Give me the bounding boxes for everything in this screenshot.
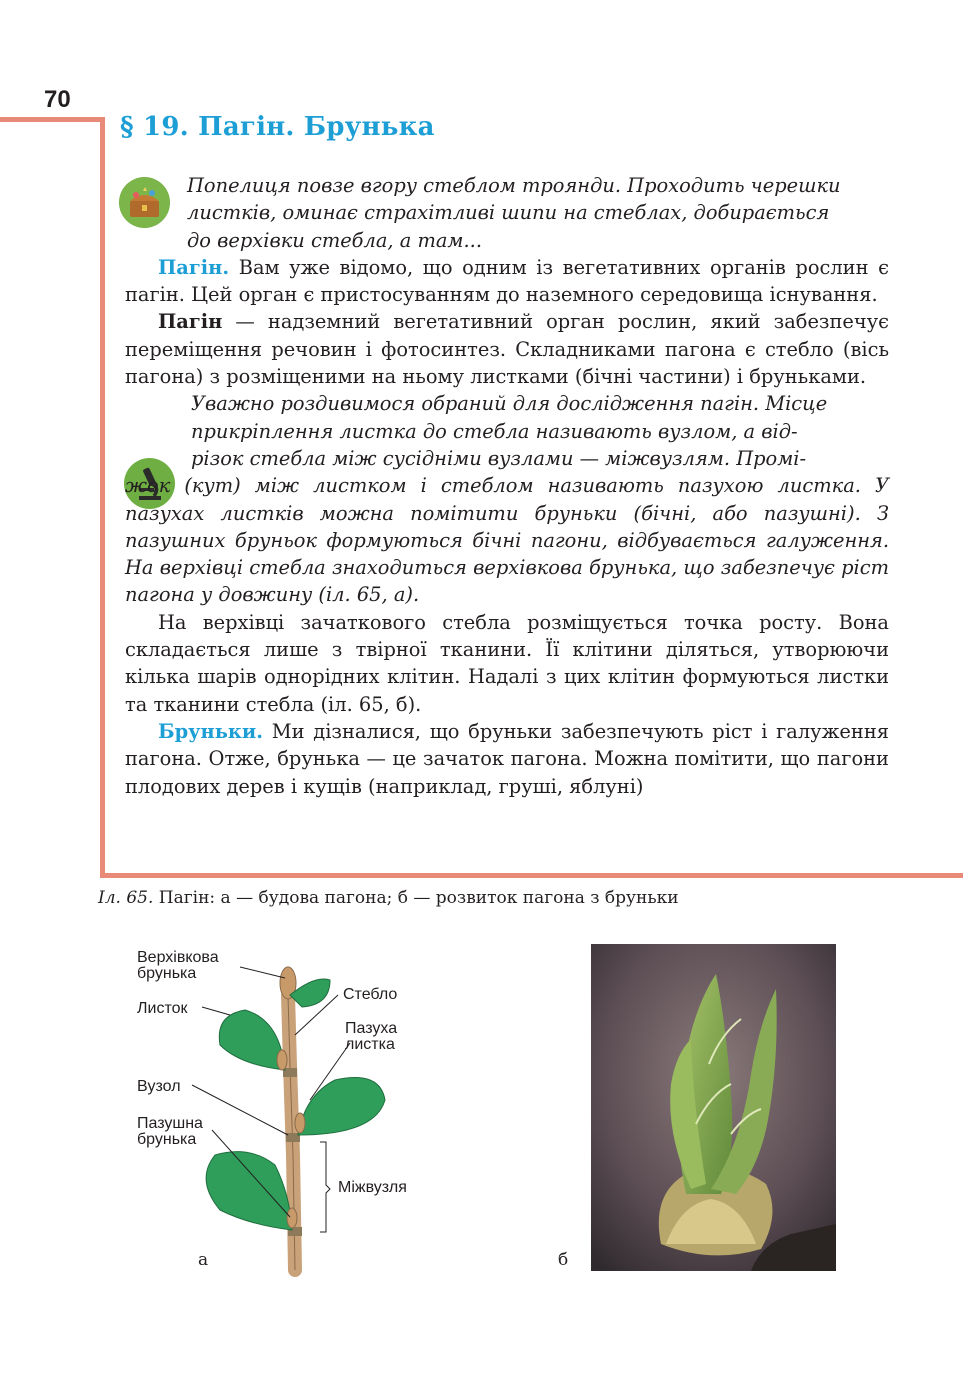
- paragraph-shoot-text: Вам уже відомо, що одним із вегетативних органів рослин є пагін. Цей орган є пристосуванням до наземного середовища існування.: [125, 255, 889, 307]
- label-axillary-bud-2: брунька: [137, 1131, 197, 1148]
- intro-line-1: Попелиця повзе вгору стеблом троянди. Проходить черешки: [187, 174, 841, 197]
- intro-line-2: листків, оминає страхітливі шипи на стеблах, добирається: [187, 201, 830, 225]
- term-buds: Бруньки.: [158, 719, 264, 743]
- body-text: [125, 172, 889, 800]
- frame-left-rule: [100, 117, 105, 878]
- label-internode: Міжвузля: [338, 1179, 407, 1196]
- figure-caption-text: Пагін: а — будова пагона; б — розвиток пагона з бруньки: [153, 888, 679, 908]
- research-line-3: різок стебла між сусідніми вузлами — міжвузлям. Промі-: [191, 446, 807, 470]
- paragraph-shoot: [125, 254, 889, 309]
- label-apical-bud-2: брунька: [137, 965, 197, 982]
- paragraph-buds: [125, 718, 889, 800]
- bud-development-photo: [591, 944, 836, 1271]
- label-apical-bud-1: Верхівкова: [137, 949, 219, 966]
- shoot-structure-diagram: [130, 935, 450, 1280]
- label-stem: Стебло: [343, 986, 398, 1003]
- label-axil-1: Пазуха: [345, 1020, 398, 1037]
- paragraph-buds-text: Ми дізналися, що бруньки забезпечують ріст і галуження пагона. Отже, брунька — це зачаток пагона. Можна помітити, що пагони плодових дерев і кущів (наприклад, груші, яблуні): [125, 719, 889, 798]
- label-axillary-bud-1: Пазушна: [137, 1115, 203, 1132]
- label-leaf: Листок: [137, 1000, 188, 1017]
- frame-bottom-rule: [100, 873, 963, 878]
- research-line-1: Уважно роздивимося обраний для дослідження пагін. Місце: [191, 392, 828, 416]
- frame-top-rule: [0, 117, 105, 122]
- label-axil-2: листка: [345, 1036, 395, 1053]
- paragraph-definition-text: — надземний вегетативний орган рослин, який забезпечує переміщення речовин і фотосинтез. Складниками пагона є стебло (вісь пагона) з розміщеними на ньому листками (бічні частини) і бруньками.: [125, 310, 889, 389]
- figure-caption: [98, 888, 679, 908]
- intro-line-3: до верхівки стебла, а там...: [187, 228, 482, 252]
- research-line-2: прикріплення листка до стебла називають вузлом, а від-: [191, 419, 798, 443]
- subfigure-label-b: б: [558, 1250, 569, 1270]
- section-title: § 19. Пагін. Брунька: [120, 112, 435, 142]
- research-rest: жок (кут) між листком і стеблом називають пазухою листка. У пазухах листків можна помітити бруньки (бічні, або пазушні). З пазушних бруньок формуються бічні пагони, відбувається галуження. На верхівці стебла знаходиться верхівкова брунька, що забезпечує ріст пагона у довжину (іл. 65, а).: [125, 474, 889, 607]
- term-shoot: Пагін.: [158, 255, 230, 279]
- paragraph-definition: [125, 308, 889, 390]
- term-shoot-definition: Пагін: [158, 310, 223, 334]
- label-node: Вузол: [137, 1078, 181, 1095]
- page-number: 70: [44, 86, 71, 113]
- paragraph-growth-point: На верхівці зачаткового стебла розміщується точка росту. Вона складається лише з твірної тканини. Її клітини діляться, утворюючи кілька шарів однорідних клітин. Надалі з цих клітин формуються листки та тканини стебла (іл. 65, б).: [125, 610, 889, 716]
- subfigure-label-a: а: [198, 1250, 209, 1270]
- figure-label: Іл. 65.: [98, 888, 154, 908]
